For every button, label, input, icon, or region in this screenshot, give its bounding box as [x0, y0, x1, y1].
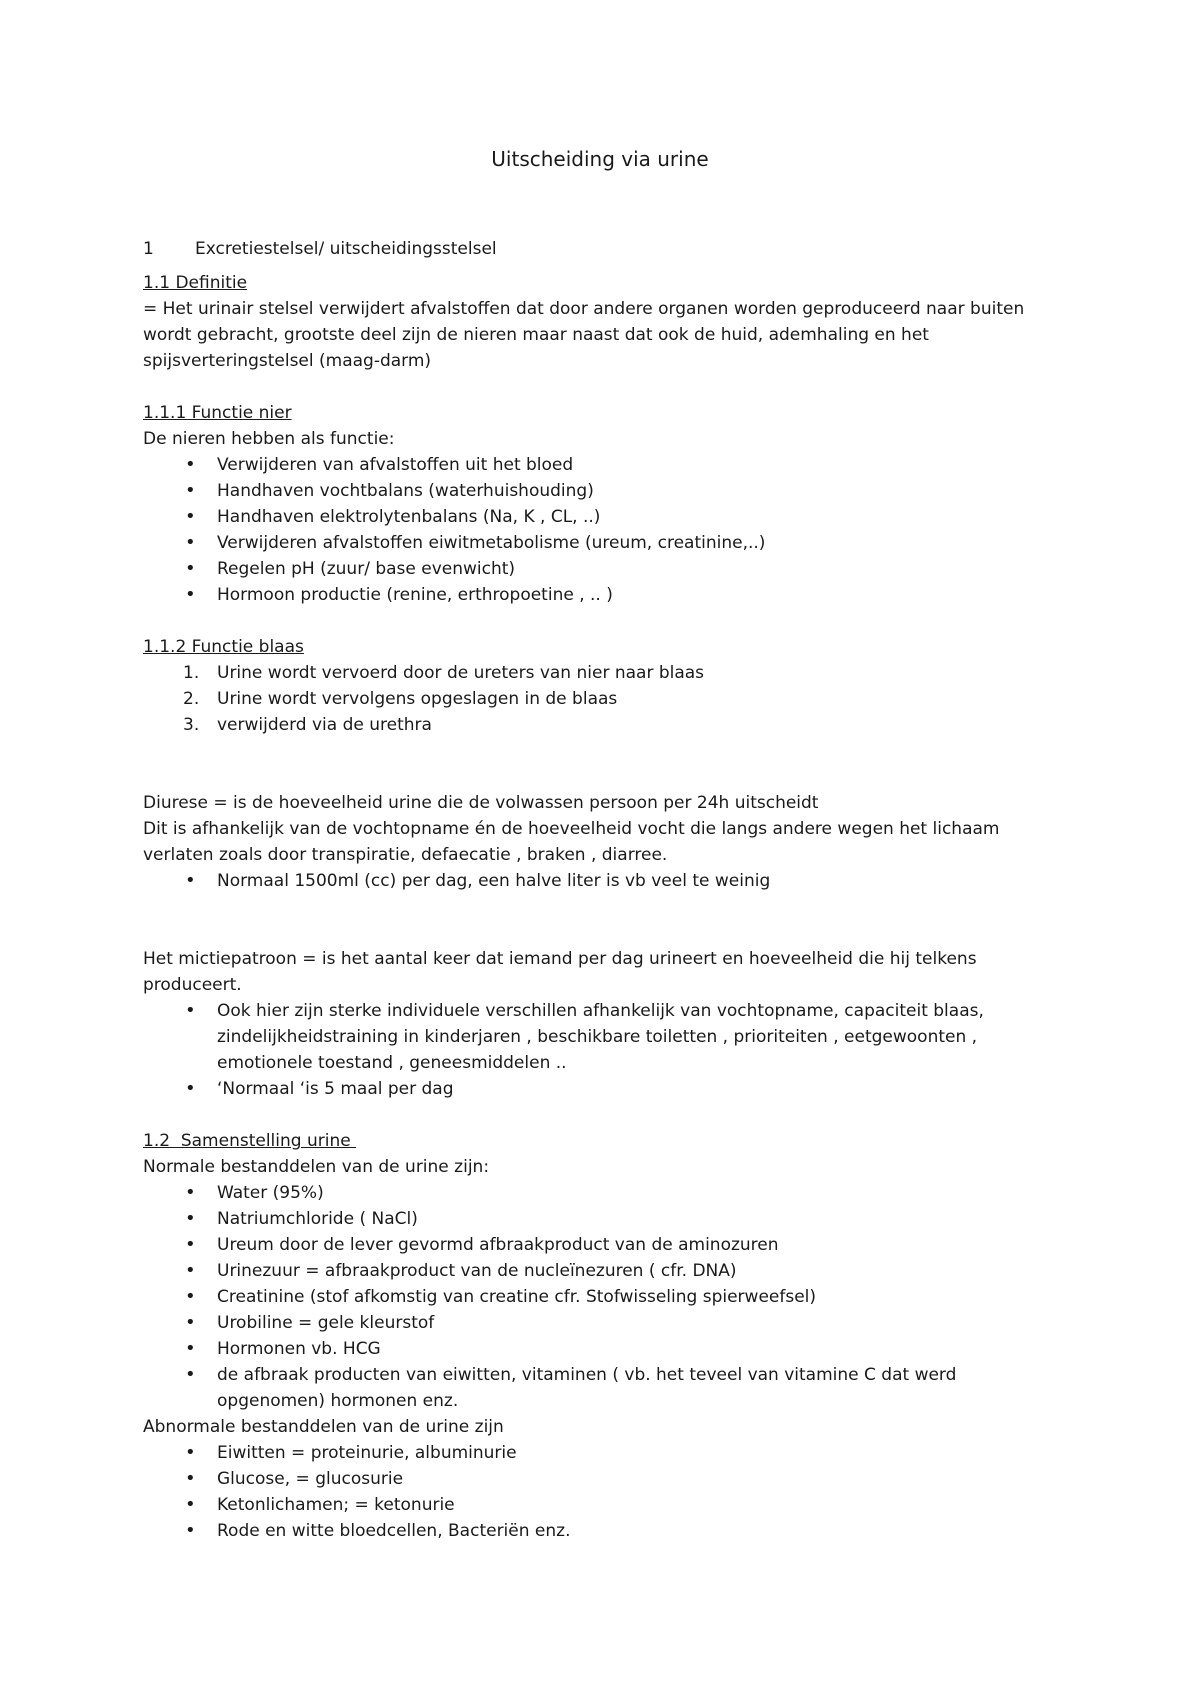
list-text: Urine wordt vervolgens opgeslagen in de blaas: [217, 689, 618, 709]
heading-functie-blaas: 1.1.2 Functie blaas: [143, 637, 304, 657]
list-item: • Ook hier zijn sterke individuele verschillen afhankelijk van vochtopname, capaciteit blaas, zindelijkheidstraining in kinderjaren , beschikbare toiletten , prioriteiten , eetgewoonten , emotionele toestand , geneesmiddelen ..: [143, 998, 1063, 1076]
abnormal-list: [143, 1440, 1063, 1544]
list-item: • Hormonen vb. HCG: [143, 1336, 1063, 1362]
mictie-definition: Het mictiepatroon = is het aantal keer dat iemand per dag urineert en hoeveelheid die hij telkens produceert.: [143, 949, 977, 995]
list-item: [143, 660, 1063, 686]
list-item: • Verwijderen van afvalstoffen uit het bloed: [143, 452, 1063, 478]
heading-samenstelling: 1.2 Samenstelling urine: [143, 1131, 357, 1151]
list-item: • Water (95%): [143, 1180, 1063, 1206]
list-item: • Rode en witte bloedcellen, Bacteriën enz.: [143, 1518, 1063, 1544]
mictie-list: [143, 998, 1063, 1102]
section-heading-1: [143, 236, 1063, 262]
heading-functie-nier: 1.1.1 Functie nier: [143, 403, 292, 423]
list-text: Urine wordt vervoerd door de ureters van nier naar blaas: [217, 663, 705, 683]
list-item: • Hormoon productie (renine, erthropoetine , .. ): [143, 582, 1063, 608]
list-item: • Eiwitten = proteinurie, albuminurie: [143, 1440, 1063, 1466]
document-title: Uitscheiding via urine: [491, 147, 709, 171]
functie-nier-list: [143, 452, 1063, 608]
list-item: • Urinezuur = afbraakproduct van de nucleïnezuren ( cfr. DNA): [143, 1258, 1063, 1284]
list-item: • Natriumchloride ( NaCl): [143, 1206, 1063, 1232]
list-item: • Ketonlichamen; = ketonurie: [143, 1492, 1063, 1518]
diurese-list: [143, 868, 1063, 894]
list-item: • Glucose, = glucosurie: [143, 1466, 1063, 1492]
list-item: • Creatinine (stof afkomstig van creatine cfr. Stofwisseling spierweefsel): [143, 1284, 1063, 1310]
functie-nier-intro: De nieren hebben als functie:: [143, 429, 395, 449]
list-number: 3.: [183, 715, 200, 735]
normal-intro: Normale bestanddelen van de urine zijn:: [143, 1157, 490, 1177]
abnormal-intro: Abnormale bestanddelen van de urine zijn: [143, 1417, 504, 1437]
list-item: • Urobiline = gele kleurstof: [143, 1310, 1063, 1336]
list-text: verwijderd via de urethra: [217, 715, 432, 735]
list-item: • ‘Normaal ‘is 5 maal per dag: [143, 1076, 1063, 1102]
list-item: • Ureum door de lever gevormd afbraakproduct van de aminozuren: [143, 1232, 1063, 1258]
diurese-definition: Diurese = is de hoeveelheid urine die de volwassen persoon per 24h uitscheidt: [143, 793, 819, 813]
heading-definitie: 1.1 Definitie: [143, 273, 248, 293]
list-number: 2.: [183, 689, 200, 709]
list-item: • Handhaven vochtbalans (waterhuishouding): [143, 478, 1063, 504]
list-item: [143, 686, 1063, 712]
section-label: Excretiestelsel/ uitscheidingsstelsel: [195, 239, 497, 259]
list-number: 1.: [183, 663, 200, 683]
section-number: 1: [143, 239, 154, 259]
list-item: • Normaal 1500ml (cc) per dag, een halve liter is vb veel te weinig: [143, 868, 1063, 894]
list-item: • Verwijderen afvalstoffen eiwitmetabolisme (ureum, creatinine,..): [143, 530, 1063, 556]
diurese-explanation: Dit is afhankelijk van de vochtopname én de hoeveelheid vocht die langs andere wegen het lichaam verlaten zoals door transpiratie, defaecatie , braken , diarree.: [143, 819, 1000, 865]
list-item: • Handhaven elektrolytenbalans (Na, K , CL, ..): [143, 504, 1063, 530]
normal-list: [143, 1180, 1063, 1414]
paragraph-definitie: = Het urinair stelsel verwijdert afvalstoffen dat door andere organen worden geproduceerd naar buiten wordt gebracht, grootste deel zijn de nieren maar naast dat ook de huid, ademhaling en het spijsverteringstelsel (maag-darm): [143, 299, 1025, 371]
list-item: • de afbraak producten van eiwitten, vitaminen ( vb. het teveel van vitamine C dat werd opgenomen) hormonen enz.: [143, 1362, 1063, 1414]
functie-blaas-list: [143, 660, 1063, 738]
list-item: • Regelen pH (zuur/ base evenwicht): [143, 556, 1063, 582]
list-item: [143, 712, 1063, 738]
document-body: [143, 236, 1063, 1544]
